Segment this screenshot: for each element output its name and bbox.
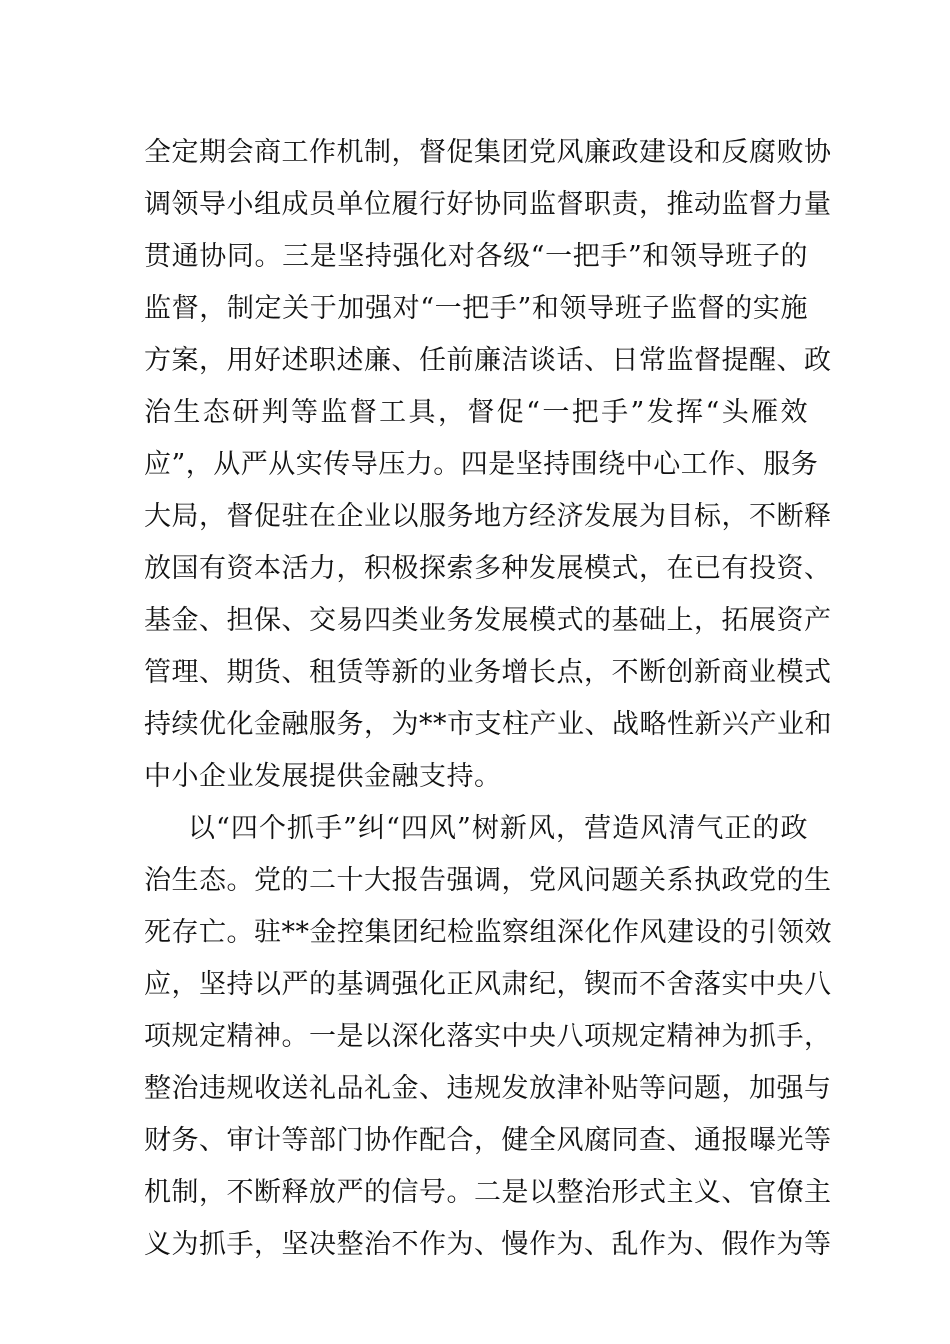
text-line-9: 放国有资本活力，积极探索多种发展模式，在已有投资、 [144,553,832,584]
text-line-2: 调领导小组成员单位履行好协同监督职责，推动监督力量 [144,189,832,220]
text-line-5: 方案，用好述职述廉、任前廉洁谈话、日常监督提醒、政 [144,345,832,376]
text-line-22: 义为抓手，坚决整治不作为、慢作为、乱作为、假作为等 [144,1229,832,1260]
text-line-13: 中小企业发展提供金融支持。 [144,761,502,792]
text-line-18: 项规定精神。一是以深化落实中央八项规定精神为抓手， [144,1021,832,1052]
text-line-7: 应”，从严从实传导压力。四是坚持围绕中心工作、服务 [144,449,819,480]
text-line-4: 监督，制定关于加强对“一把手”和领导班子监督的实施 [144,293,808,324]
text-line-6: 治生态研判等监督工具，督促“一把手”发挥“头雁效 [144,397,808,428]
text-line-3: 贯通协同。三是坚持强化对各级“一把手”和领导班子的 [144,241,808,272]
text-line-12: 持续优化金融服务，为**市支柱产业、战略性新兴产业和 [144,709,832,740]
text-line-10: 基金、担保、交易四类业务发展模式的基础上，拓展资产 [144,605,832,636]
text-line-11: 管理、期货、租赁等新的业务增长点，不断创新商业模式 [144,657,832,688]
text-line-16: 死存亡。驻**金控集团纪检监察组深化作风建设的引领效 [144,917,832,948]
text-line-1: 全定期会商工作机制，督促集团党风廉政建设和反腐败协 [144,137,832,168]
text-line-14: 以“四个抓手”纠“四风”树新风，营造风清气正的政 [188,813,808,844]
text-line-20: 财务、审计等部门协作配合，健全风腐同查、通报曝光等 [144,1125,832,1156]
text-line-15: 治生态。党的二十大报告强调，党风问题关系执政党的生 [144,865,832,896]
text-line-8: 大局，督促驻在企业以服务地方经济发展为目标，不断释 [144,501,832,532]
text-line-19: 整治违规收送礼品礼金、违规发放津补贴等问题，加强与 [144,1073,832,1104]
text-line-17: 应，坚持以严的基调强化正风肃纪，锲而不舍落实中央八 [144,969,832,1000]
text-line-21: 机制，不断释放严的信号。二是以整治形式主义、官僚主 [144,1177,832,1208]
